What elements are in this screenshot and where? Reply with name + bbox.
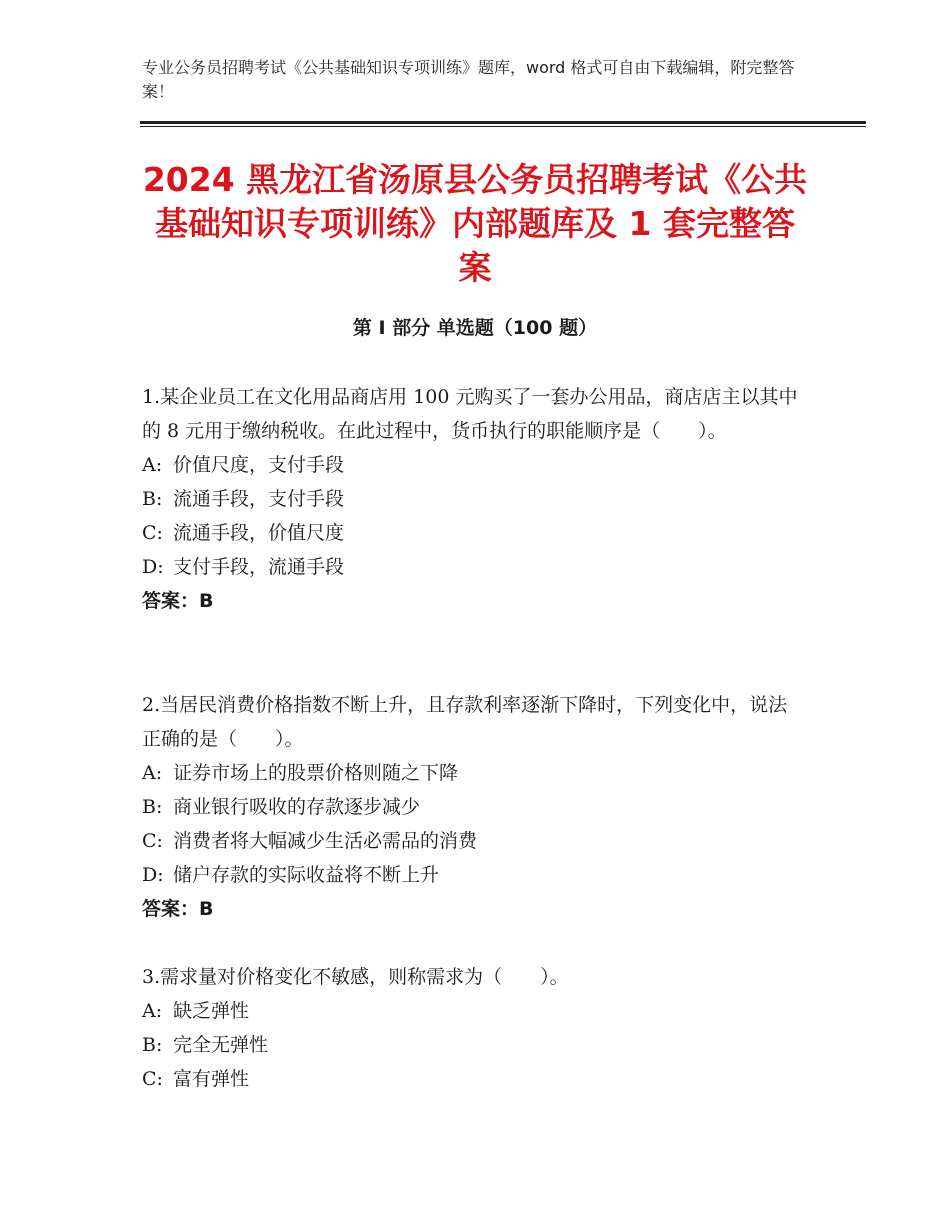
- question-stem: 2.当居民消费价格指数不断上升，且存款利率逐渐下降时，下列变化中，说法正确的是（ ）。: [142, 694, 788, 750]
- option-letter: C:: [142, 1068, 163, 1090]
- header-rule-thick: [140, 121, 866, 124]
- option-d: [142, 550, 802, 584]
- option-text: 价值尺度，支付手段: [173, 454, 345, 476]
- question-3: [142, 960, 802, 1096]
- option-letter: D:: [142, 864, 164, 886]
- option-d: [142, 858, 802, 892]
- option-text: 商业银行吸收的存款逐步减少: [173, 796, 421, 818]
- option-letter: C:: [142, 830, 163, 852]
- title-line-1: 2024 黑龙江省汤原县公务员招聘考试《公共: [142, 160, 808, 199]
- option-letter: B:: [142, 488, 163, 510]
- option-a: [142, 448, 802, 482]
- option-text: 证券市场上的股票价格则随之下降: [173, 762, 459, 784]
- option-letter: B:: [142, 796, 163, 818]
- option-text: 储户存款的实际收益将不断上升: [173, 864, 440, 886]
- question-2: [142, 688, 802, 926]
- question-stem: 3.需求量对价格变化不敏感，则称需求为（ ）。: [142, 966, 569, 988]
- header-rule-thin: [140, 126, 866, 127]
- option-a: [142, 994, 802, 1028]
- title-line-3: 案: [458, 248, 492, 287]
- option-a: [142, 756, 802, 790]
- option-b: [142, 482, 802, 516]
- option-letter: A:: [142, 454, 163, 476]
- question-stem: 1.某企业员工在文化用品商店用 100 元购买了一套办公用品，商店店主以其中的 8 元用于缴纳税收。在此过程中，货币执行的职能顺序是（ ）。: [142, 386, 798, 442]
- answer-label: 答案：B: [142, 898, 214, 920]
- answer-label: 答案：B: [142, 590, 214, 612]
- section-title: 第 I 部分 单选题（100 题）: [352, 317, 598, 339]
- option-text: 流通手段，支付手段: [173, 488, 345, 510]
- option-text: 消费者将大幅减少生活必需品的消费: [173, 830, 478, 852]
- document-title: [140, 158, 810, 290]
- option-b: [142, 790, 802, 824]
- option-text: 完全无弹性: [173, 1034, 269, 1056]
- option-c: [142, 824, 802, 858]
- option-letter: A:: [142, 762, 163, 784]
- header-note: 专业公务员招聘考试《公共基础知识专项训练》题库，word 格式可自由下载编辑，附完整答案！: [142, 58, 795, 101]
- option-text: 流通手段，价值尺度: [173, 522, 345, 544]
- option-b: [142, 1028, 802, 1062]
- option-text: 缺乏弹性: [173, 1000, 250, 1022]
- option-letter: C:: [142, 522, 163, 544]
- question-1: [142, 380, 802, 618]
- option-c: [142, 1062, 802, 1096]
- option-letter: A:: [142, 1000, 163, 1022]
- option-text: 富有弹性: [173, 1068, 250, 1090]
- option-letter: D:: [142, 556, 164, 578]
- option-text: 支付手段，流通手段: [173, 556, 345, 578]
- option-c: [142, 516, 802, 550]
- option-letter: B:: [142, 1034, 163, 1056]
- title-line-2: 基础知识专项训练》内部题库及 1 套完整答: [155, 204, 795, 243]
